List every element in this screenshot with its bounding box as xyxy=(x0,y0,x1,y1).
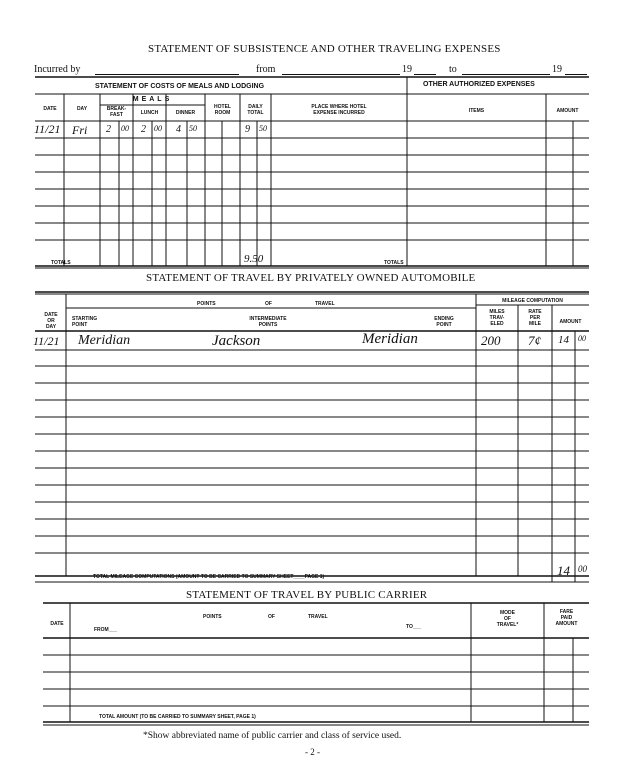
meal-row1-lunch-cents[interactable]: 00 xyxy=(154,124,162,133)
auto-col-date: DATE OR DAY xyxy=(44,312,58,330)
year-label-1: 19 xyxy=(402,64,412,75)
carrier-section-title: STATEMENT OF TRAVEL BY PUBLIC CARRIER xyxy=(186,589,428,601)
carrier-to-label: TO___ xyxy=(406,624,422,630)
auto-row1-amount-cents[interactable]: 00 xyxy=(578,334,586,343)
auto-total-value-cents[interactable]: 00 xyxy=(578,564,587,574)
carrier-travel-label: TRAVEL xyxy=(308,614,328,620)
auto-total-label: TOTAL MILEAGE COMPUTATIONS (AMOUNT TO BE CARRIED TO SUMMARY SHEET____PAGE 1) xyxy=(93,574,325,580)
meal-row1-breakfast-cents[interactable]: 00 xyxy=(121,124,129,133)
from-label: from xyxy=(256,64,276,75)
auto-row1-miles[interactable]: 200 xyxy=(481,333,501,348)
meal-row1-date[interactable]: 11/21 xyxy=(34,122,61,136)
col-meals: MEALS xyxy=(132,96,173,103)
auto-row1-end[interactable]: Meridian xyxy=(362,331,418,347)
auto-row1-start[interactable]: Meridian xyxy=(78,333,131,348)
meal-row1-dinner-cents[interactable]: 50 xyxy=(189,124,197,133)
col-items: ITEMS xyxy=(468,108,485,114)
carrier-col-mode: MODE OF TRAVEL* xyxy=(496,610,519,628)
col-daily-total: DAILY TOTAL xyxy=(247,104,264,116)
meal-row1-daily-cents[interactable]: 50 xyxy=(259,124,267,133)
meal-row1-daily-total[interactable]: 9 xyxy=(245,124,250,135)
auto-col-ending: ENDING POINT xyxy=(434,316,454,328)
auto-col-starting: STARTING POINT xyxy=(72,316,98,328)
auto-row1-rate[interactable]: 7¢ xyxy=(528,333,541,348)
meals-totals-value[interactable]: 9.50 xyxy=(244,253,264,265)
mileage-computation-label: MILEAGE COMPUTATION xyxy=(502,298,563,304)
auto-travel-label: TRAVEL xyxy=(315,301,335,307)
other-totals-label: TOTALS xyxy=(384,260,404,266)
carrier-total-label: TOTAL AMOUNT (TO BE CARRIED TO SUMMARY SHEET, PAGE 1) xyxy=(99,714,256,720)
col-place: PLACE WHERE HOTEL EXPENSE INCURRED xyxy=(311,104,367,116)
auto-of-label: OF xyxy=(265,301,272,307)
auto-section-title: STATEMENT OF TRAVEL BY PRIVATELY OWNED AUTOMOBILE xyxy=(146,272,476,284)
to-label: to xyxy=(449,64,457,75)
carrier-of-label: OF xyxy=(268,614,275,620)
carrier-col-fare: FARE PAID AMOUNT xyxy=(555,609,578,627)
year-label-2: 19 xyxy=(552,64,562,75)
carrier-col-date: DATE xyxy=(50,621,64,627)
auto-row1-date[interactable]: 11/21 xyxy=(33,334,60,348)
meal-row1-breakfast[interactable]: 2 xyxy=(106,124,111,135)
carrier-from-label: FROM___ xyxy=(94,627,118,633)
form-title: STATEMENT OF SUBSISTENCE AND OTHER TRAVELING EXPENSES xyxy=(148,43,501,55)
auto-total-value[interactable]: 14 xyxy=(557,563,570,578)
auto-row1-intermediate[interactable]: Jackson xyxy=(212,333,261,349)
carrier-points-label: POINTS xyxy=(203,614,222,620)
page-number: - 2 - xyxy=(305,747,320,757)
col-day: DAY xyxy=(76,106,88,112)
incurred-by-label: Incurred by xyxy=(34,64,81,75)
auto-col-intermediate: INTERMEDIATE POINTS xyxy=(249,316,287,328)
auto-col-amount: AMOUNT xyxy=(559,319,582,325)
other-expenses-title: OTHER AUTHORIZED EXPENSES xyxy=(423,81,535,88)
meal-row1-lunch[interactable]: 2 xyxy=(141,124,146,135)
auto-col-miles: MILES TRAV- ELED xyxy=(489,309,505,327)
auto-row1-amount[interactable]: 14 xyxy=(558,334,569,346)
meal-row1-dinner[interactable]: 4 xyxy=(176,124,181,135)
auto-col-rate: RATE PER MILE xyxy=(528,309,542,327)
auto-points-label: POINTS xyxy=(197,301,216,307)
meals-section-title: STATEMENT OF COSTS OF MEALS AND LODGING xyxy=(95,83,265,90)
col-lunch: LUNCH xyxy=(140,110,159,116)
col-amount: AMOUNT xyxy=(556,108,579,114)
meals-totals-label: TOTALS xyxy=(51,260,71,266)
col-dinner: DINNER xyxy=(175,110,196,116)
col-hotel-room: HOTEL ROOM xyxy=(214,104,231,116)
col-breakfast: BREAK- FAST xyxy=(106,106,127,118)
meal-row1-day[interactable]: Fri xyxy=(72,123,88,137)
col-date: DATE xyxy=(43,106,57,112)
footnote: *Show abbreviated name of public carrier and class of service used. xyxy=(143,731,402,741)
